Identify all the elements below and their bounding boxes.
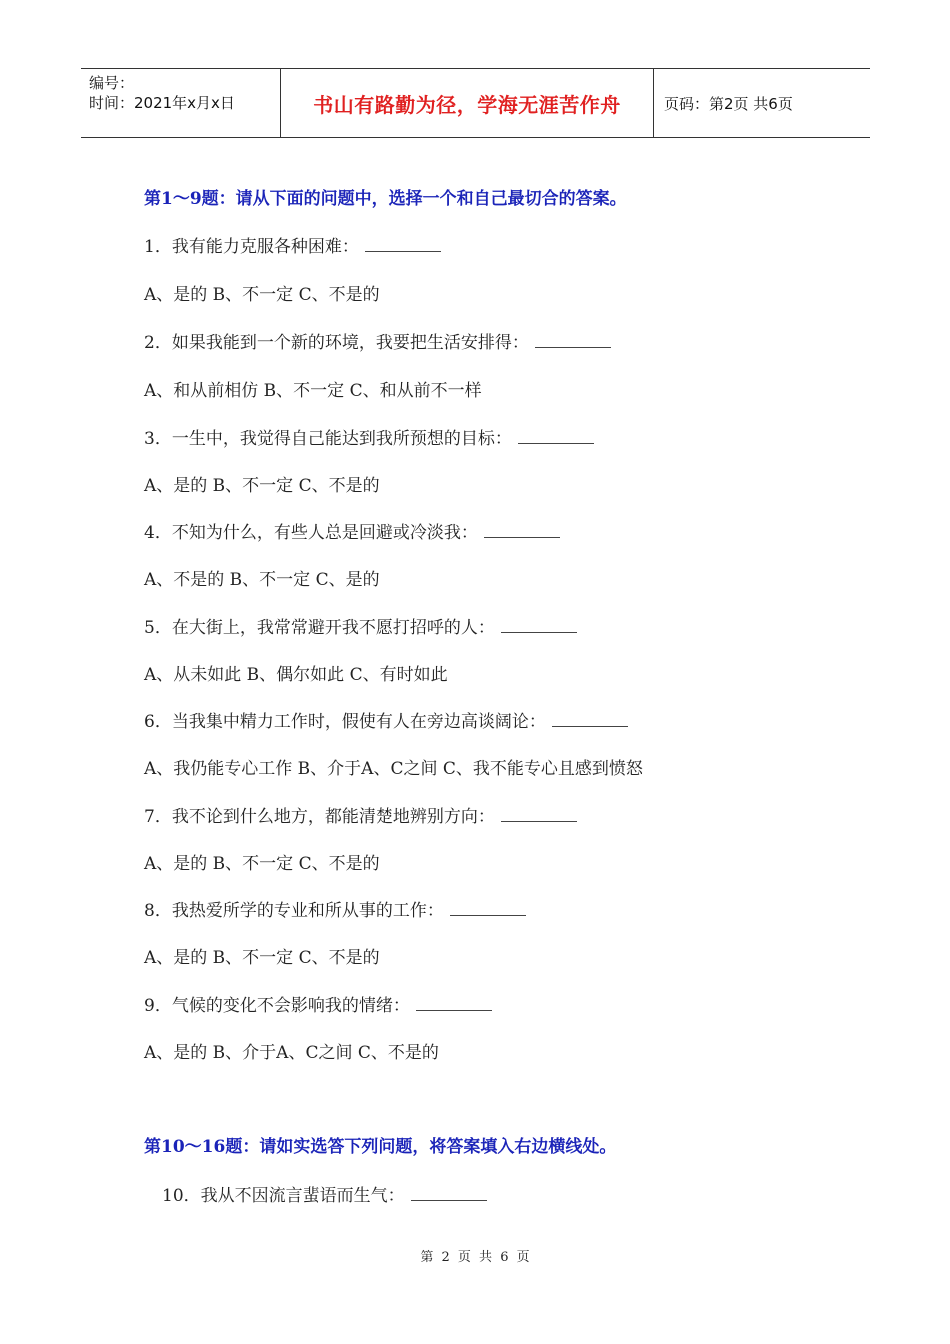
options-4: A、不是的 B、不一定 C、是的: [144, 570, 380, 590]
header-info-cell: [81, 69, 281, 137]
options-2: A、和从前相仿 B、不一定 C、和从前不一样: [144, 381, 482, 401]
question-9: 9．气候的变化不会影响我的情绪：: [144, 991, 492, 1016]
header-table: [81, 68, 870, 138]
question-1: 1．我有能力克服各种困难：: [144, 232, 441, 257]
page-number-label: 页码：第2页 共6页: [664, 94, 793, 113]
answer-blank[interactable]: [535, 333, 611, 348]
motto-text: 书山有路勤为径，学海无涯苦作舟: [313, 92, 621, 117]
time-label: 时间：2021年x月x日: [89, 94, 235, 112]
question-4: 4．不知为什么，有些人总是回避或冷淡我：: [144, 518, 560, 543]
question-3: 3．一生中，我觉得自己能达到我所预想的目标：: [144, 424, 594, 449]
answer-blank[interactable]: [484, 523, 560, 538]
options-8: A、是的 B、不一定 C、不是的: [144, 948, 380, 968]
question-6: 6．当我集中精力工作时，假使有人在旁边高谈阔论：: [144, 707, 628, 732]
answer-blank[interactable]: [518, 429, 594, 444]
number-label: 编号：: [89, 74, 135, 92]
options-3: A、是的 B、不一定 C、不是的: [144, 476, 380, 496]
options-5: A、从未如此 B、偶尔如此 C、有时如此: [144, 665, 448, 685]
motto-cell: [281, 69, 654, 137]
section-2-title: 第10～16题：请如实选答下列问题，将答案填入右边横线处。: [144, 1137, 617, 1157]
answer-blank[interactable]: [501, 618, 577, 633]
answer-blank[interactable]: [450, 901, 526, 916]
question-2: 2．如果我能到一个新的环境，我要把生活安排得：: [144, 328, 611, 353]
page-number-cell: [654, 69, 870, 137]
question-7: 7．我不论到什么地方，都能清楚地辨别方向：: [144, 802, 577, 827]
answer-blank[interactable]: [365, 237, 441, 252]
page-footer: 第 2 页 共 6 页: [420, 1250, 530, 1265]
answer-blank[interactable]: [416, 996, 492, 1011]
options-1: A、是的 B、不一定 C、不是的: [144, 285, 380, 305]
question-5: 5．在大街上，我常常避开我不愿打招呼的人：: [144, 613, 577, 638]
answer-blank[interactable]: [411, 1186, 487, 1201]
question-8: 8．我热爱所学的专业和所从事的工作：: [144, 896, 526, 921]
answer-blank[interactable]: [501, 807, 577, 822]
question-10: 10．我从不因流言蜚语而生气：: [162, 1181, 487, 1206]
options-6: A、我仍能专心工作 B、介于A、C之间 C、我不能专心且感到愤怒: [144, 759, 643, 779]
options-7: A、是的 B、不一定 C、不是的: [144, 854, 380, 874]
options-9: A、是的 B、介于A、C之间 C、不是的: [144, 1043, 439, 1063]
section-1-title: 第1～9题：请从下面的问题中，选择一个和自己最切合的答案。: [144, 189, 627, 209]
answer-blank[interactable]: [552, 712, 628, 727]
